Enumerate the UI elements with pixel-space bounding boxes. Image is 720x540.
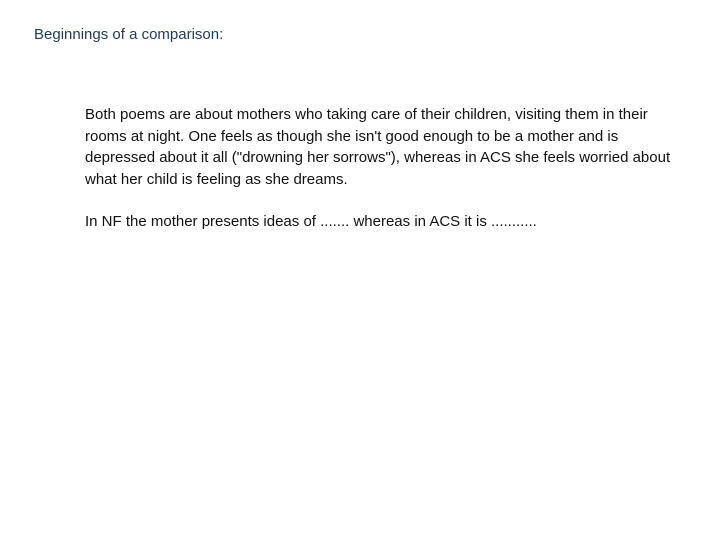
slide-body — [85, 104, 685, 233]
body-paragraph-summary: Both poems are about mothers who taking care of their children, visiting them in their rooms at night. One feels as though she isn't good enough to be a mother and is depressed about it all ("drowning her sorrows"), whereas in ACS she feels worried about what her child is feeling as she dreams. — [85, 106, 671, 188]
body-paragraph-prompt: In NF the mother presents ideas of ....... whereas in ACS it is ........... — [85, 213, 537, 230]
slide-title: Beginnings of a comparison: — [34, 26, 224, 43]
